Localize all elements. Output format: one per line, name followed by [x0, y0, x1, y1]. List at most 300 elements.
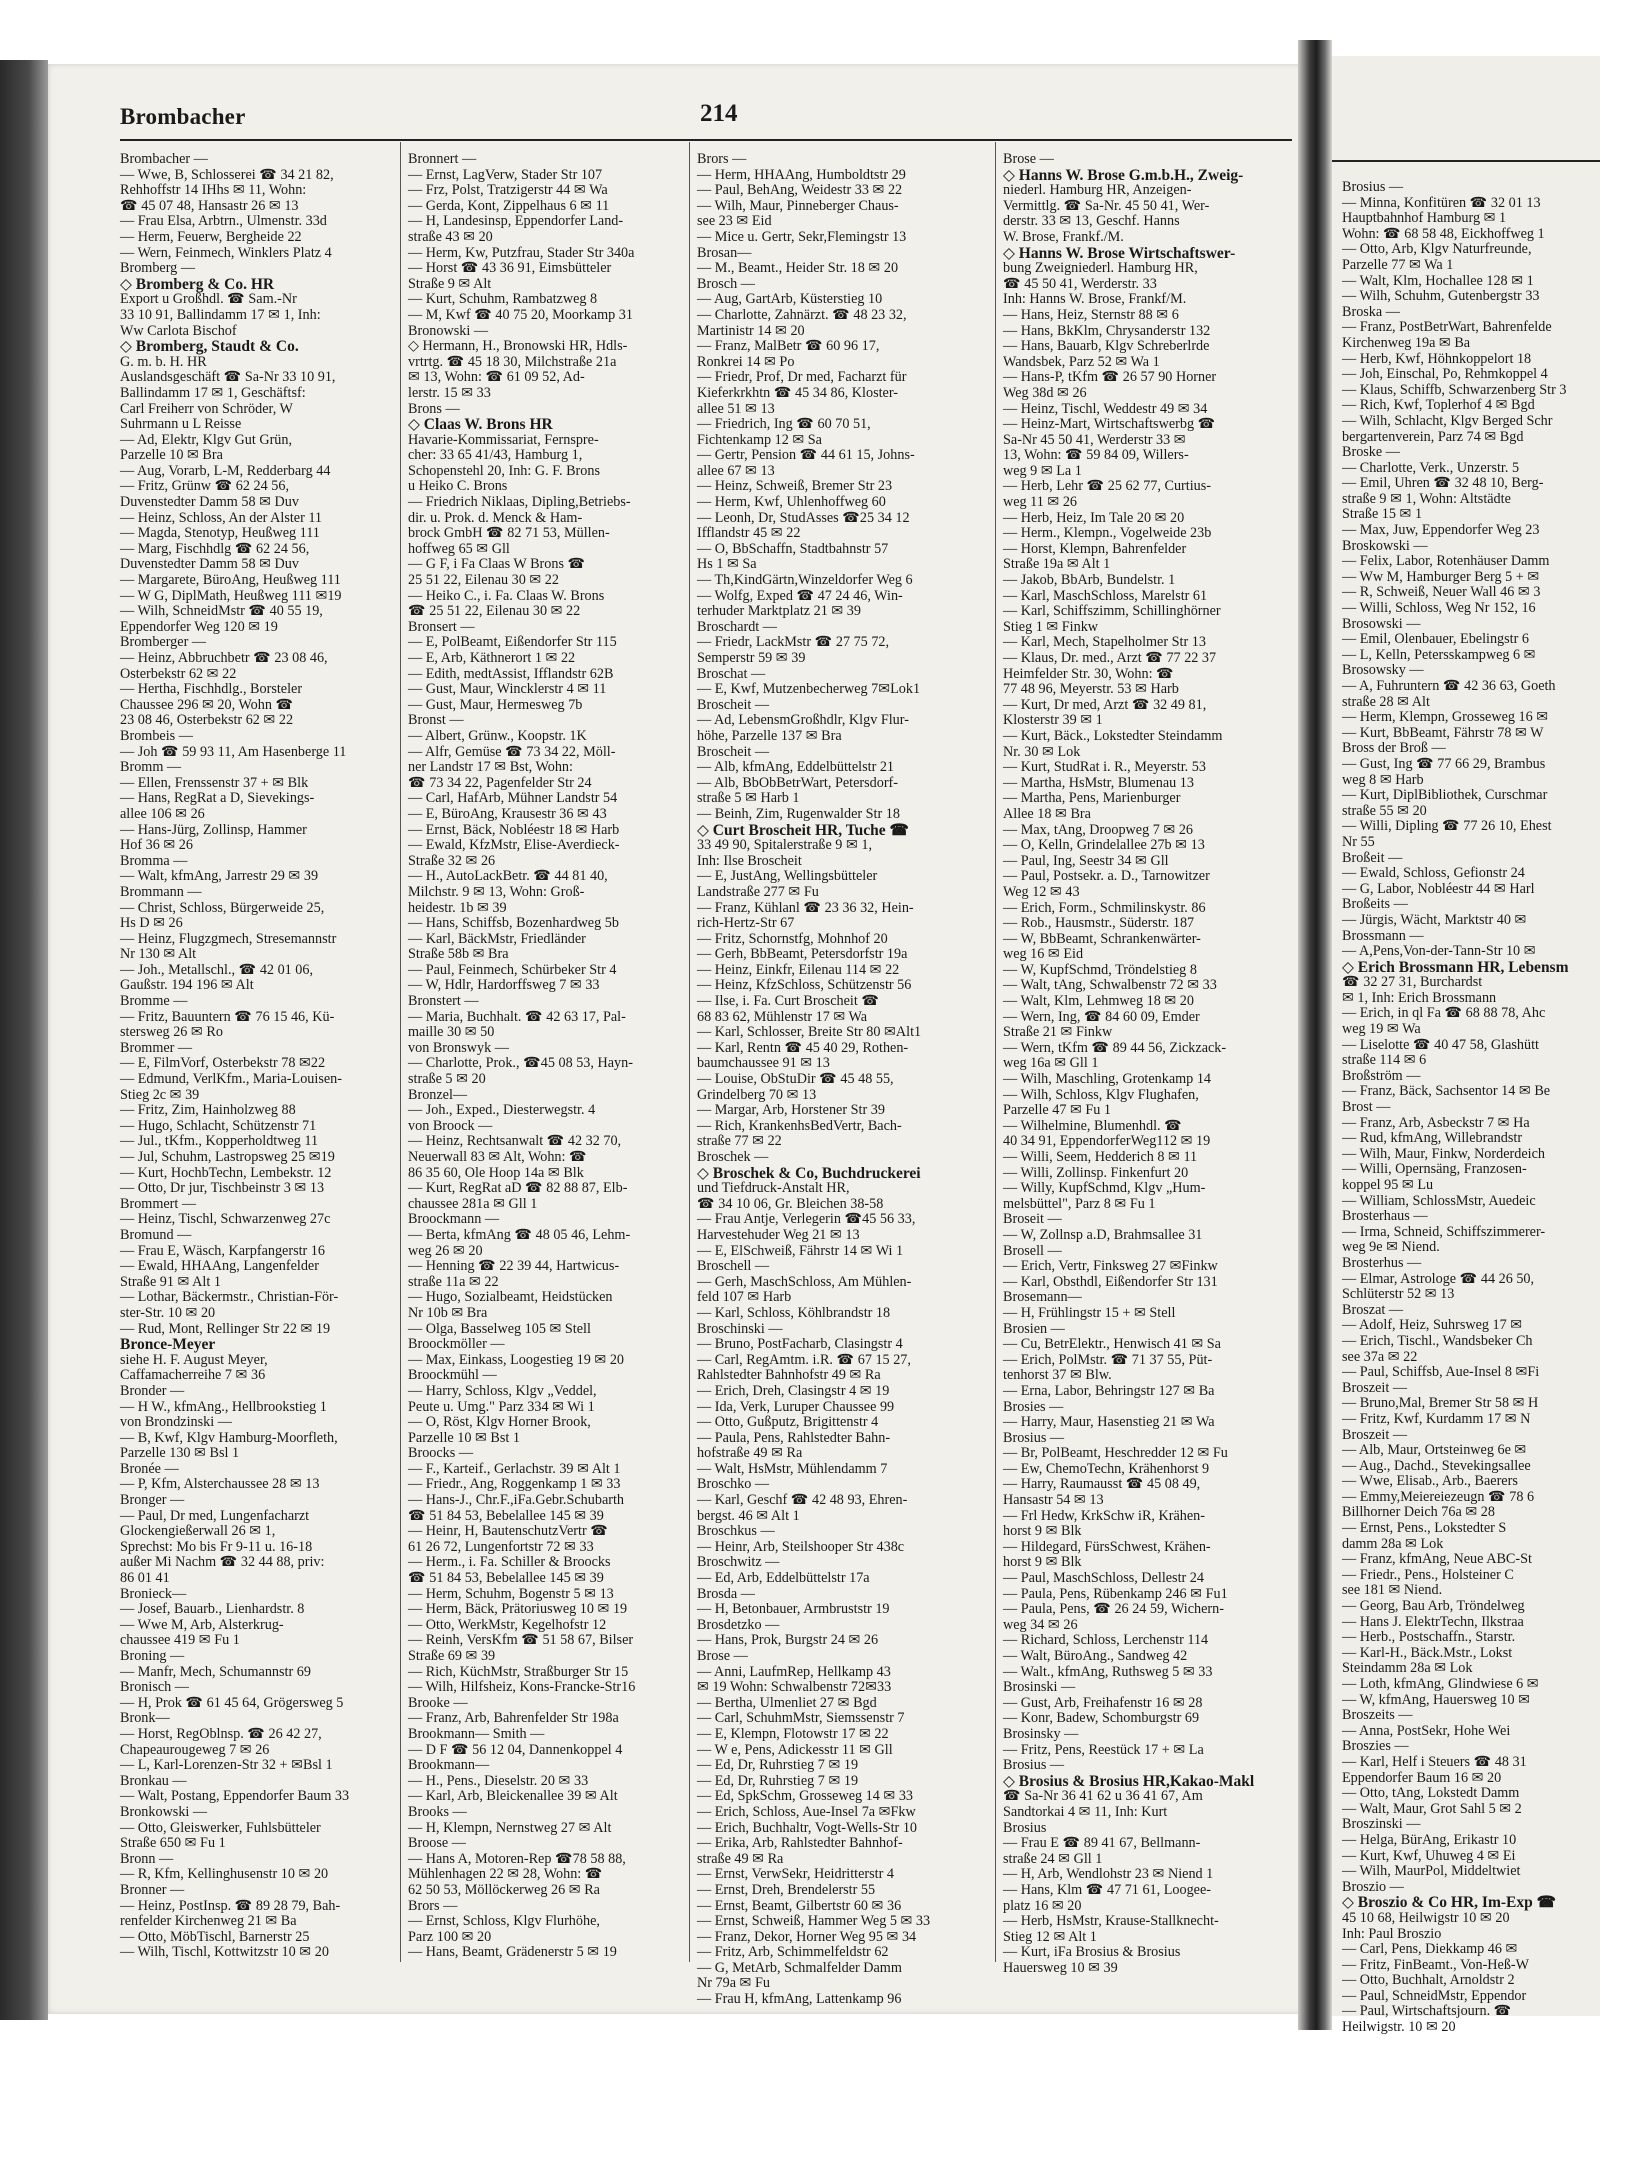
directory-entry-line: — Franz, MalBetr ☎ 60 96 17, [697, 338, 880, 355]
directory-entry-line: — Fritz, Schornstfg, Mohnhof 20 [697, 930, 888, 947]
directory-entry-line: — Heinz, Rechtsanwalt ☎ 42 32 70, [408, 1133, 622, 1150]
directory-entry-line: Brommert — [120, 1195, 197, 1212]
directory-entry-line: — E, Kwf, Mutzenbecherweg 7✉Lok1 [697, 681, 921, 698]
directory-entry-line: — Hans, Schiffsb, Bozenhardweg 5b [408, 915, 619, 932]
directory-entry-line: — Jakob, BbArb, Bundelstr. 1 [1003, 572, 1176, 589]
directory-entry-line: — Paul, Postsekr. a. D., Tarnowitzer [1003, 868, 1210, 885]
directory-entry-line: — Carl, HafArb, Mühner Landstr 54 [408, 790, 618, 807]
directory-entry-line: — Max, Einkass, Loogestieg 19 ✉ 20 [408, 1351, 625, 1368]
directory-entry-line: — Anna, PostSekr, Hohe Wei [1342, 1722, 1511, 1739]
directory-entry-line: Broockmühl — [408, 1367, 497, 1384]
directory-entry-line: — Wwe, Elisab., Arb., Baerers [1342, 1473, 1518, 1490]
directory-entry-line: straße 55 ✉ 20 [1342, 802, 1427, 819]
directory-entry-line: weg 19 ✉ Wa [1342, 1021, 1421, 1038]
directory-entry-line: — O, Röst, Klgv Horner Brook, [408, 1414, 591, 1431]
directory-entry-line: heidestr. 1b ✉ 39 [408, 899, 507, 916]
directory-entry-line: — W G, DiplMath, Heußweg 111 ✉19 [120, 587, 342, 604]
directory-entry-line: weg 11 ✉ 26 [1003, 494, 1078, 511]
directory-entry-line: — Horst, Klempn, Bahrenfelder [1003, 540, 1187, 557]
directory-entry-line: — Bertha, Ulmenliet 27 ✉ Bgd [697, 1694, 877, 1711]
directory-entry-line: — Ellen, Frenssenstr 37 + ✉ Blk [120, 774, 309, 791]
directory-entry-line: Milchstr. 9 ✉ 13, Wohn: Groß- [408, 883, 585, 900]
directory-entry-line: — Karl, Mech, Stapelholmer Str 13 [1003, 634, 1206, 651]
directory-entry-line: — Fritz, FinBeamt., Von-Heß-W [1342, 1956, 1530, 1973]
directory-entry-line: — Jürgis, Wächt, Marktstr 40 ✉ [1342, 911, 1527, 928]
directory-entry-line: lerstr. 15 ✉ 33 [408, 384, 491, 401]
directory-entry-line: — Hans J. ElektrTechn, Ilkstraa [1342, 1613, 1524, 1630]
directory-entry-line: Brosius — [1342, 179, 1404, 195]
directory-entry-line: Bronowski — [408, 322, 489, 339]
directory-entry-line: — Rob., Hausmstr., Süderstr. 187 [1003, 915, 1195, 932]
directory-entry-line: — W, Zollnsp a.D, Brahmsallee 31 [1003, 1226, 1203, 1243]
directory-entry-line: — Ad, Elektr, Klgv Gut Grün, [120, 431, 293, 448]
directory-entry-line: Straße 21 ✉ Finkw [1003, 1024, 1113, 1041]
directory-entry-line: 40 34 91, EppendorferWeg112 ✉ 19 [1003, 1133, 1211, 1150]
column-divider [689, 142, 690, 1962]
directory-entry-line: — Gertr, Pension ☎ 44 61 15, Johns- [697, 447, 915, 464]
directory-entry-line: — Franz, Bäck, Sachsentor 14 ✉ Be [1342, 1083, 1551, 1100]
directory-entry-line: — E, PolBeamt, Eißendorfer Str 115 [408, 634, 617, 651]
directory-entry-line: — Herm, HHAAng, Humboldtstr 29 [697, 166, 906, 183]
directory-entry-line: terhuder Marktplatz 21 ✉ 39 [697, 603, 861, 620]
directory-entry-line: — Henning ☎ 22 39 44, Hartwicus- [408, 1258, 620, 1275]
directory-entry-line: Nr 55 [1342, 833, 1375, 850]
directory-entry-line: — Rich, Kwf, Toplerhof 4 ✉ Bgd [1342, 397, 1535, 414]
directory-entry-line: — Hugo, Sozialbeamt, Heidstücken [408, 1289, 613, 1306]
directory-entry-line: — Horst ☎ 43 36 91, Eimsbütteler [408, 260, 612, 277]
directory-entry-line: Brors — [408, 1897, 458, 1914]
directory-entry-line: Straße 650 ✉ Fu 1 [120, 1835, 226, 1852]
directory-entry-line: Kieferkrkhtn ☎ 45 34 86, Kloster- [697, 384, 898, 401]
directory-entry-line: Hs D ✉ 26 [120, 915, 183, 932]
directory-entry-line: — William, SchlossMstr, Auedeic [1342, 1192, 1536, 1209]
directory-entry-line: — Alfr, Gemüse ☎ 73 34 22, Möll- [408, 743, 616, 760]
directory-entry-line: — Hans, Klm ☎ 47 71 61, Loogeе- [1003, 1881, 1211, 1898]
directory-entry-line: — Elmar, Astrologe ☎ 44 26 50, [1342, 1270, 1535, 1287]
directory-entry-line: 23 08 46, Osterbekstr 62 ✉ 22 [120, 712, 294, 729]
scan-edge-left [0, 60, 48, 2020]
directory-entry-line: — Otto, WerkMstr, Kegelhofstr 12 [408, 1616, 607, 1633]
directory-entry-line: — Alb, kfmAng, Eddelbüttelstr 21 [697, 759, 895, 776]
directory-entry-line: Broschardt — [697, 618, 777, 635]
directory-entry-line: — Walt, Maur, Grot Sahl 5 ✉ 2 [1342, 1800, 1522, 1817]
directory-entry-line: see 23 ✉ Eid [697, 213, 772, 230]
directory-entry-line: — Wwe M, Arb, Alsterkrug- [120, 1616, 284, 1633]
directory-entry-line: — F., Karteif., Gerlachstr. 39 ✉ Alt 1 [408, 1460, 621, 1477]
directory-entry-line: — Charlotte, Zahnärzt. ☎ 48 23 32, [697, 306, 907, 323]
directory-entry-line: — Erika, Arb, Rahlstedter Bahnhof- [697, 1835, 903, 1852]
directory-entry-line: — Karl, BäckMstr, Friedländer [408, 930, 586, 947]
directory-entry-line: ☎ 32 27 31, Burchardst [1342, 974, 1483, 991]
directory-entry-line: — Richard, Schloss, Lerchenstr 114 [1003, 1632, 1209, 1649]
directory-entry-line: Brookmann— Smith — [408, 1725, 545, 1742]
directory-entry-line: — Harry, Raumausst ☎ 45 08 49, [1003, 1476, 1201, 1493]
directory-entry-line: — Herb, Kwf, Höhnkoppelort 18 [1342, 350, 1532, 367]
directory-entry-line: — Carl, RegAmtm. i.R. ☎ 67 15 27, [697, 1351, 911, 1368]
directory-entry-line: Broske — [1342, 444, 1400, 461]
directory-entry-line: — Ernst, Schweiß, Hammer Weg 5 ✉ 33 [697, 1913, 931, 1930]
page-number: 214 [700, 100, 738, 127]
directory-entry-line: Klosterstr 39 ✉ 1 [1003, 712, 1103, 729]
directory-entry-line: Bromberger — [120, 634, 207, 651]
directory-entry-line: Bronkau — [120, 1772, 187, 1789]
directory-entry-line: von Bronswyk — [408, 1039, 509, 1056]
directory-entry-line: — Minna, Konfitüren ☎ 32 01 13 [1342, 194, 1541, 211]
directory-entry-line: — W, KupfSchmd, Tröndelstieg 8 [1003, 961, 1197, 978]
directory-entry-line: ◇ Curt Broscheit HR, Tuche ☎ [697, 821, 909, 839]
directory-entry-line: ◇ Broszio & Co HR, Im-Exp ☎ [1342, 1894, 1556, 1912]
directory-entry-line: — Wern, tKfm ☎ 89 44 56, Zickzack- [1003, 1039, 1227, 1056]
directory-column-3 [697, 151, 969, 2008]
directory-entry-line: Brombacher — [120, 151, 208, 167]
directory-entry-line: — Charlotte, Prok., ☎45 08 53, Hayn- [408, 1055, 633, 1072]
directory-entry-line: allee 51 ✉ 13 [697, 400, 775, 417]
directory-entry-line: Fichtenkamp 12 ✉ Sa [697, 431, 822, 448]
directory-entry-line: — Herm, Kwf, Uhlenhoffweg 60 [697, 494, 886, 511]
directory-entry-line: — W e, Pens, Adickesstr 11 ✉ Gll [697, 1741, 893, 1758]
directory-entry-line: Brosowsky — [1342, 662, 1424, 679]
directory-entry-line: — Adolf, Heiz, Suhrsweg 17 ✉ [1342, 1317, 1523, 1334]
directory-entry-line: — Berta, kfmAng ☎ 48 05 46, Lehm- [408, 1226, 631, 1243]
directory-entry-line: — Heinz, Tischl, Weddestr 49 ✉ 34 [1003, 400, 1208, 417]
directory-entry-line: — M., Beamt., Heider Str. 18 ✉ 20 [697, 260, 899, 277]
directory-entry-line: — R, Kfm, Kellinghusenstr 10 ✉ 20 [120, 1866, 329, 1883]
directory-entry-line: — H, Betonbauer, Armbruststr 19 [697, 1601, 890, 1618]
directory-entry-line: ☎ Sa-Nr 36 41 62 u 36 41 67, Am [1003, 1788, 1203, 1805]
directory-entry-line: Bromma — [120, 852, 188, 869]
directory-entry-line: Brombeis — [120, 727, 193, 744]
directory-entry-line: — W, Hdlr, Hardorffsweg 7 ✉ 33 [408, 977, 600, 994]
directory-entry-line: Sa-Nr 45 50 41, Werderstr 33 ✉ [1003, 431, 1186, 448]
directory-entry-line: — Wilh, Schloss, Klgv Flughafen, [1003, 1086, 1199, 1103]
directory-entry-line: straße 43 ✉ 20 [408, 228, 493, 245]
directory-entry-line: Brosien — [1003, 1320, 1065, 1337]
directory-entry-line: — G, MetArb, Schmalfelder Damm [697, 1959, 902, 1976]
directory-entry-line: Parzelle 130 ✉ Bsl 1 [120, 1445, 240, 1462]
directory-entry-line: Landstraße 277 ✉ Fu [697, 883, 819, 900]
directory-entry-line: — Heinr, H, BautenschutzVertr ☎ [408, 1523, 608, 1540]
directory-entry-line: Havarie-Kommissariat, Fernspre- [408, 431, 599, 448]
directory-entry-line: — Erich, Tischl., Wandsbeker Ch [1342, 1332, 1533, 1349]
directory-entry-line: Inh: Paul Broszio [1342, 1925, 1442, 1942]
directory-entry-line: Brons — [408, 400, 460, 417]
directory-entry-line: Straße 15 ✉ 1 [1342, 506, 1423, 523]
directory-entry-line: Brommann — [120, 883, 202, 900]
directory-entry-line: — Erich, Dreh, Clasingstr 4 ✉ 19 [697, 1382, 890, 1399]
directory-entry-line: — P, Kfm, Alsterchaussee 28 ✉ 13 [120, 1476, 320, 1493]
directory-entry-line: Rehhoffstr 14 IHhs ✉ 11, Wohn: [120, 182, 307, 199]
directory-entry-line: — A, Fuhruntern ☎ 42 36 63, Goeth [1342, 678, 1556, 694]
directory-entry-line: Kirchenweg 19a ✉ Ba [1342, 334, 1471, 351]
directory-entry-line: Parzelle 77 ✉ Wa 1 [1342, 256, 1454, 273]
directory-entry-line: — Magda, Stenotyp, Heußweg 111 [120, 525, 320, 542]
directory-entry-line: Bromme — [120, 993, 188, 1010]
directory-entry-line: Nr 79a ✉ Fu [697, 1975, 770, 1992]
directory-entry-line: Wohn: ☎ 68 58 48, Eickhoffweg 1 [1342, 225, 1545, 242]
directory-entry-line: ◇ Broschek & Co, Buchdruckerei [697, 1164, 921, 1182]
directory-entry-line: — Walt, kfmAng, Jarrestr 29 ✉ 39 [120, 868, 319, 885]
directory-entry-line: — Ed, SpkSchm, Grosseweg 14 ✉ 33 [697, 1788, 914, 1805]
directory-entry-line: — Erich, Buchhaltr, Vogt-Wells-Str 10 [697, 1819, 918, 1836]
directory-entry-line: — Edith, medtAssist, Ifflandstr 62B [408, 665, 614, 682]
directory-entry-line: Bromberg — [120, 260, 196, 277]
directory-entry-line: — Emmy,Meiereiezeugn ☎ 78 6 [1342, 1488, 1535, 1505]
directory-entry-line: Broszat — [1342, 1301, 1404, 1318]
directory-entry-line: höhe, Parzelle 137 ✉ Bra [697, 727, 842, 744]
directory-entry-line: derstr. 33 ✉ 13, Geschf. Hanns [1003, 213, 1180, 230]
directory-entry-line: — Leonh, Dr, StudAsses ☎25 34 12 [697, 509, 910, 526]
directory-entry-line: — O, Kelln, Grindelallee 27b ✉ 13 [1003, 837, 1205, 854]
directory-entry-line: Brooks — [408, 1803, 467, 1820]
directory-entry-line: Bromund — [120, 1226, 192, 1243]
directory-entry-line: Brosch — [697, 275, 755, 292]
directory-entry-line: — Margarete, BüroAng, Heußweg 111 [120, 572, 341, 589]
directory-entry-line: Ww Carlota Bischof [120, 322, 237, 339]
directory-entry-line: — Alb, BbObBetrWart, Petersdorf- [697, 774, 898, 791]
directory-entry-line: Auslandsgeschäft ☎ Sa-Nr 33 10 91, [120, 369, 336, 386]
directory-entry-line: ✉ 19 Wohn: Schwalbenstr 72✉33 [697, 1679, 892, 1696]
directory-entry-line: Schopenstehl 20, Inh: G. F. Brons [408, 462, 600, 479]
directory-entry-line: Broschwitz — [697, 1554, 780, 1571]
directory-entry-line: — Louise, ObStuDir ☎ 45 48 55, [697, 1071, 894, 1088]
directory-entry-line: Broskowski — [1342, 537, 1428, 554]
directory-entry-line: ☎ 51 84 53, Bebelallee 145 ✉ 39 [408, 1570, 604, 1587]
directory-entry-line: Broska — [1342, 303, 1400, 320]
directory-entry-line: — Bruno, PostFacharb, Clasingstr 4 [697, 1336, 903, 1353]
directory-entry-line: Broschat — [697, 665, 766, 682]
directory-entry-line: — Ernst, Dreh, Brendelerstr 55 [697, 1881, 876, 1898]
directory-entry-line: Bronnert — [408, 151, 477, 167]
directory-entry-line: — Ernst, LagVerw, Stader Str 107 [408, 166, 603, 183]
directory-entry-line: — Beinh, Zim, Rugenwalder Str 18 [697, 805, 900, 822]
directory-entry-line: Brosius [1003, 1819, 1047, 1836]
directory-entry-line: damm 28a ✉ Lok [1342, 1535, 1444, 1552]
directory-entry-line: — Harry, Schloss, Klgv „Veddel, [408, 1382, 597, 1399]
directory-entry-line: see 181 ✉ Niend. [1342, 1582, 1443, 1599]
directory-entry-line: — Heinz, KfzSchloss, Schützenstr 56 [697, 977, 912, 994]
directory-entry-line: feld 107 ✉ Harb [697, 1289, 792, 1306]
directory-entry-line: Bross der Broß — [1342, 740, 1446, 757]
directory-entry-line: 13, Wohn: ☎ 59 84 09, Willers- [1003, 447, 1189, 464]
directory-entry-line: Bronée — [120, 1460, 179, 1477]
directory-entry-line: koppel 95 ✉ Lu [1342, 1177, 1434, 1193]
directory-entry-line: Broßeits — [1342, 896, 1408, 913]
directory-entry-line: — Kurt, Dr med, Arzt ☎ 32 49 81, [1003, 696, 1207, 713]
directory-entry-line: Brookmann— [408, 1757, 490, 1774]
directory-entry-line: Bronisch — [120, 1679, 189, 1696]
directory-entry-line: Bronk— [120, 1710, 170, 1727]
directory-entry-line: — Heinz, Einkfr, Eilenau 114 ✉ 22 [697, 961, 900, 978]
directory-entry-line: ☎ 34 10 06, Gr. Bleichen 38-58 [697, 1195, 884, 1212]
directory-entry-line: — Herm, Feuerw, Bergheide 22 [120, 228, 302, 245]
directory-entry-line: — Heinz, Abbruchbetr ☎ 23 08 46, [120, 650, 328, 666]
directory-entry-line: — Gerda, Kont, Zippelhaus 6 ✉ 11 [408, 197, 610, 214]
directory-entry-line: — Wilhelmine, Blumenhdl. ☎ [1003, 1117, 1182, 1134]
directory-entry-line: Bronkowski — [120, 1803, 208, 1820]
directory-entry-line: Sprechst: Mo bis Fr 9-11 u. 16-18 [120, 1538, 313, 1555]
directory-entry-line: Brosdetzko — [697, 1616, 780, 1633]
directory-entry-line: — Aug., Dachd., Stevekingsallee [1342, 1457, 1531, 1474]
directory-entry-line: — Walt, BüroAng., Sandweg 42 [1003, 1648, 1188, 1664]
directory-entry-line: — Paul, Ing, Seestr 34 ✉ Gll [1003, 852, 1169, 869]
directory-entry-line: — Wilh, Tischl, Kottwitzstr 10 ✉ 20 [120, 1944, 329, 1961]
directory-entry-line: ner Landstr 17 ✉ Bst, Wohn: [408, 759, 573, 776]
directory-entry-line: — Frau E, Wäsch, Karpfangerstr 16 [120, 1242, 325, 1259]
directory-entry-line: ☎ 51 84 53, Bebelallee 145 ✉ 39 [408, 1507, 604, 1524]
directory-entry-line: — Maria, Buchhalt. ☎ 42 63 17, Pal- [408, 1008, 626, 1025]
directory-entry-line: — Otto, Gleiswerker, Fuhlsbütteler [120, 1819, 321, 1836]
directory-entry-line: — Gust, Maur, Hermesweg 7b [408, 696, 583, 713]
directory-entry-line: — E, Klempn, Flotowstr 17 ✉ 22 [697, 1725, 889, 1742]
directory-entry-line: — Joh, Einschal, Po, Rehmkoppel 4 [1342, 366, 1548, 383]
directory-entry-line: — Ida, Verk, Luruper Chaussee 99 [697, 1398, 895, 1415]
directory-entry-line: — Ernst, Bäck, Nobléestr 18 ✉ Harb [408, 821, 620, 838]
directory-entry-line: baumchaussee 91 ✉ 13 [697, 1055, 830, 1072]
directory-entry-line: — Paula, Pens, Rübenkamp 246 ✉ Fu1 [1003, 1585, 1228, 1602]
directory-entry-line: Bronder — [120, 1382, 185, 1399]
directory-entry-line: — E, JustAng, Wellingsbütteler [697, 868, 878, 885]
directory-entry-line: — Ww M, Hamburger Berg 5 + ✉ [1342, 568, 1540, 585]
directory-entry-line: — Herm., i. Fa. Schiller & Broocks [408, 1554, 611, 1571]
directory-entry-line: ☎ 73 34 22, Pagenfelder Str 24 [408, 774, 592, 791]
column-divider [995, 142, 996, 1962]
directory-entry-line: — Carl, SchuhmMstr, Siemssenstr 7 [697, 1710, 905, 1727]
directory-entry-line: — Jul., tKfm., Kopperholdtweg 11 [120, 1133, 319, 1150]
directory-entry-line: — Otto, Gußputz, Brigittenstr 4 [697, 1414, 879, 1431]
directory-entry-line: Steindamm 28a ✉ Lok [1342, 1660, 1473, 1677]
directory-entry-line: — Georg, Bau Arb, Tröndelweg [1342, 1598, 1525, 1615]
directory-entry-line: — Felix, Labor, Rotenhäuser Damm [1342, 553, 1550, 570]
directory-entry-line: — Ernst, Schloss, Klgv Flurhöhe, [408, 1913, 600, 1930]
directory-entry-line: 86 01 41 [120, 1570, 170, 1587]
directory-entry-line: Chaussee 296 ✉ 20, Wohn ☎ [120, 696, 294, 713]
directory-entry-line: Weg 38d ✉ 26 [1003, 384, 1087, 401]
directory-entry-line: Bronstert — [408, 993, 479, 1010]
directory-entry-line: Peute u. Umg." Parz 334 ✉ Wi 1 [408, 1398, 595, 1415]
directory-entry-line: Brors — [697, 151, 747, 167]
directory-entry-line: Export u Großhdl. ☎ Sam.-Nr [120, 291, 297, 308]
directory-entry-line: 86 35 60, Ole Hoop 14a ✉ Blk [408, 1164, 584, 1181]
directory-entry-line: siehe H. F. August Meyer, [120, 1351, 268, 1368]
directory-entry-line: Brosius — [1003, 1757, 1065, 1774]
directory-entry-line: Heimfelder Str. 30, Wohn: ☎ [1003, 665, 1174, 682]
directory-entry-line: — Wilh, MaurPol, Middeltwiet [1342, 1863, 1521, 1880]
directory-entry-line: — Karl, Arb, Bleickenallee 39 ✉ Alt [408, 1788, 618, 1805]
directory-entry-line: — Karl, Rentn ☎ 45 40 29, Rothen- [697, 1039, 909, 1056]
directory-entry-line: Broocks — [408, 1445, 474, 1462]
directory-entry-line: — Paul, Schiffsb, Aue-Insel 8 ✉Fi [1342, 1364, 1540, 1381]
directory-entry-line: — Erich, Vertr, Finksweg 27 ✉Finkw [1003, 1258, 1218, 1275]
directory-entry-line: Duvenstedter Damm 58 ✉ Duv [120, 494, 299, 511]
directory-entry-line: — Erich, Schloss, Aue-Insel 7a ✉Fkw [697, 1803, 916, 1820]
directory-entry-line: — Wilh, Hilfsheiz, Kons-Francke-Str16 [408, 1679, 636, 1696]
directory-entry-line: Hauptbahnhof Hamburg ✉ 1 [1342, 210, 1507, 227]
directory-entry-line: Gaußstr. 194 196 ✉ Alt [120, 977, 254, 994]
directory-entry-line: — Reinh, VersKfm ☎ 51 58 67, Bilser [408, 1632, 634, 1649]
directory-entry-line: — Paul, BehAng, Weidestr 33 ✉ 22 [697, 182, 903, 199]
directory-entry-line: — Herb., Postschaffn., Starstr. [1342, 1629, 1516, 1646]
directory-entry-line: — Friedr, LackMstr ☎ 27 75 72, [697, 634, 890, 651]
directory-entry-line: Eppendorfer Baum 16 ✉ 20 [1342, 1769, 1502, 1786]
directory-entry-line: — Fritz, Zim, Hainholzweg 88 [120, 1102, 296, 1119]
directory-entry-line: straße 24 ✉ Gll 1 [1003, 1850, 1103, 1867]
directory-entry-line: Billhorner Deich 76a ✉ 28 [1342, 1504, 1495, 1521]
directory-entry-line: — Paula, Pens, ☎ 26 24 59, Wichern- [1003, 1601, 1224, 1618]
directory-entry-line: Parzelle 10 ✉ Bra [120, 447, 223, 464]
directory-entry-line: — Willi, Seem, Hedderich 8 ✉ 11 [1003, 1149, 1198, 1165]
directory-entry-line: — Albert, Grünw., Koopstr. 1K [408, 727, 587, 744]
directory-entry-line: ◇ Hanns W. Brose Wirtschaftswer- [1003, 244, 1236, 262]
directory-entry-line: — Walt, HsMstr, Mühlendamm 7 [697, 1460, 888, 1477]
directory-entry-line: — Otto, Buchhalt, Arnoldstr 2 [1342, 1972, 1515, 1989]
directory-entry-line: und Tiefdruck-Anstalt HR, [697, 1180, 850, 1197]
directory-entry-line: Broszeit — [1342, 1426, 1408, 1443]
directory-entry-line: Nr 10b ✉ Bra [408, 1304, 488, 1321]
directory-entry-line: ◇ Hermann, H., Bronowski HR, Hdls- [408, 338, 628, 355]
directory-entry-line: — Horst, RegOblnsp. ☎ 26 42 27, [120, 1725, 322, 1742]
directory-entry-line: — Lothar, Bäckermstr., Christian-För- [120, 1289, 339, 1306]
directory-entry-line: vrtrtg. ☎ 45 18 30, Milchstraße 21a [408, 353, 617, 370]
directory-entry-line: straße 9 ✉ 1, Wohn: Altstädte [1342, 490, 1511, 507]
directory-entry-line: — Heinz, Schweiß, Bremer Str 23 [697, 478, 893, 495]
directory-entry-line: — Rich, KüchMstr, Straßburger Str 15 [408, 1663, 629, 1680]
directory-entry-line: — Hans, Beamt, Grädenerstr 5 ✉ 19 [408, 1944, 617, 1961]
directory-entry-line: — Paul, MaschSchloss, Dellestr 24 [1003, 1570, 1204, 1587]
directory-entry-line: Hauersweg 10 ✉ 39 [1003, 1959, 1118, 1976]
directory-entry-line: ◇ Bromberg & Co. HR [120, 275, 275, 293]
directory-entry-line: — Willi, Dipling ☎ 77 26 10, Ehest [1342, 818, 1552, 835]
directory-entry-line: tenhorst 37 ✉ Blw. [1003, 1367, 1112, 1384]
directory-entry-line: — Ed, Dr, Ruhrstieg 7 ✉ 19 [697, 1757, 859, 1774]
directory-entry-line: — Charlotte, Verk., Unzerstr. 5 [1342, 459, 1520, 476]
directory-entry-line: Broscheit — [697, 696, 770, 713]
directory-entry-line: Brosies — [1003, 1398, 1064, 1415]
directory-entry-line: Broockmann — [408, 1211, 500, 1228]
directory-entry-line: — Olga, Basselweg 105 ✉ Stell [408, 1320, 591, 1337]
directory-entry-line: — Karl, Obsthdl, Eißendorfer Str 131 [1003, 1273, 1218, 1290]
directory-entry-line: 61 26 72, Lungenfortstr 72 ✉ 33 [408, 1538, 594, 1555]
directory-entry-line: — Frau Elsa, Arbtrn., Ulmenstr. 33d [120, 213, 327, 230]
directory-entry-line: — Wilh, Maur, Pinneberger Chaus- [697, 197, 899, 214]
directory-entry-line: — H., Pens., Dieselstr. 20 ✉ 33 [408, 1772, 589, 1789]
directory-entry-line: ☎ 25 51 22, Eilenau 30 ✉ 22 [408, 603, 581, 620]
directory-entry-line: — Hans A, Motoren-Rep ☎78 58 88, [408, 1850, 626, 1867]
directory-entry-line: allee 106 ✉ 26 [120, 805, 205, 822]
directory-entry-line: Brosowski — [1342, 615, 1421, 632]
directory-entry-line: — Christ, Schloss, Bürgerweide 25, [120, 899, 325, 916]
directory-entry-line: — Hans-P, tKfm ☎ 26 57 90 Horner [1003, 369, 1217, 386]
directory-entry-line: Hs 1 ✉ Sa [697, 556, 757, 573]
directory-entry-line: Brosterhus — [1342, 1254, 1422, 1271]
directory-entry-line: — Br, PolBeamt, Heschredder 12 ✉ Fu [1003, 1445, 1228, 1462]
directory-entry-line: — Paul, Wirtschaftsjourn. ☎ [1342, 2003, 1512, 2020]
directory-entry-line: Martinistr 14 ✉ 20 [697, 322, 805, 339]
directory-entry-line: straße 28 ✉ Alt [1342, 693, 1430, 710]
directory-entry-line: — Th,KindGärtn,Winzeldorfer Weg 6 [697, 572, 913, 589]
directory-entry-line: — Margar, Arb, Horstener Str 39 [697, 1102, 885, 1119]
directory-entry-line: Ronkrei 14 ✉ Po [697, 353, 795, 370]
directory-entry-line: Parzelle 10 ✉ Bst 1 [408, 1429, 520, 1446]
directory-entry-line: horst 9 ✉ Blk [1003, 1554, 1082, 1571]
directory-entry-line: Brooke — [408, 1694, 468, 1711]
directory-entry-line: Bronieck— [120, 1585, 187, 1602]
directory-entry-line: — Walt, Klm, Lehmweg 18 ✉ 20 [1003, 993, 1194, 1010]
header-rule [120, 139, 1292, 141]
directory-entry-line: — Otto, Arb, Klgv Naturfreunde, [1342, 241, 1532, 258]
directory-entry-line: — Paul, Feinmech, Schürbeker Str 4 [408, 961, 617, 978]
directory-entry-line: — W, BbBeamt, Schrankenwärter- [1003, 930, 1201, 947]
directory-entry-line: weg 16a ✉ Gll 1 [1003, 1055, 1099, 1072]
